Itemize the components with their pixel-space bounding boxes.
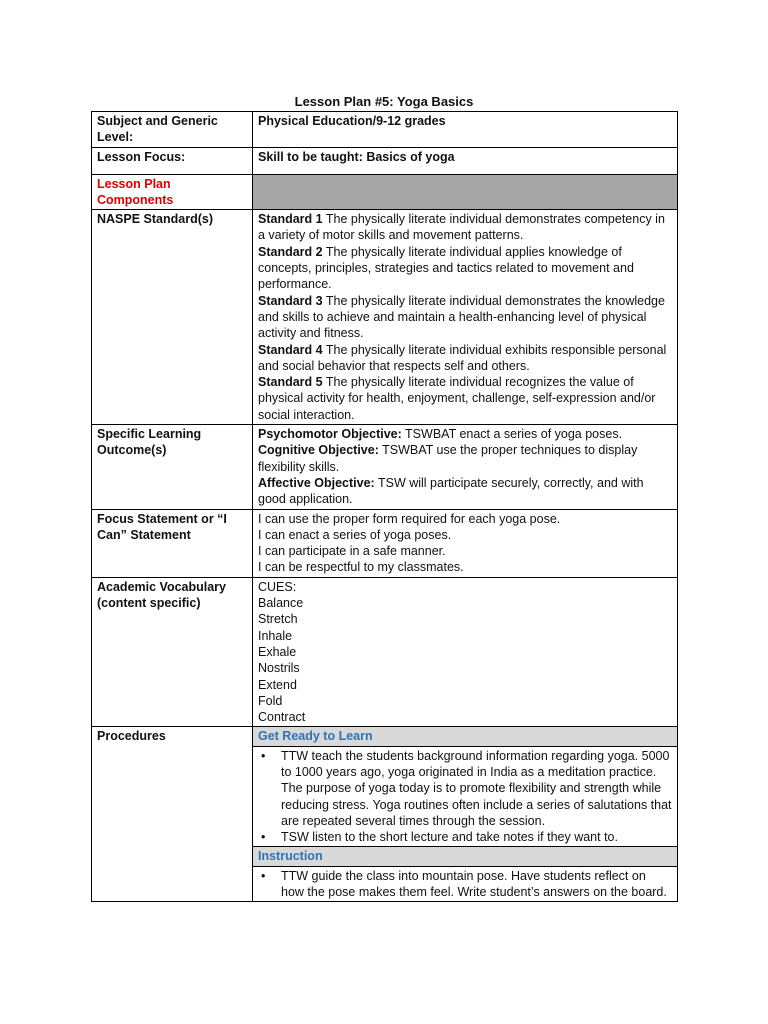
standard-item: Standard 4 The physically literate individual exhibits responsible personal and social behavior that respects self and others. xyxy=(258,342,667,373)
list-item: • TTW teach the students background information regarding yoga. 5000 to 1000 years ago, yoga originated in India as a meditation practice. The purpose of yoga today is to promote flexibility and strength while reducing stress. Yoga routines often include a series of salutations that are repeated several times through the session. xyxy=(261,748,672,828)
naspe-standards-cell xyxy=(253,210,678,425)
vocab-word: Exhale xyxy=(258,644,297,659)
get-ready-bullets-cell xyxy=(253,746,678,847)
table-row xyxy=(92,147,678,174)
ican-line: I can participate in a safe manner. xyxy=(258,544,446,559)
outcomes-cell xyxy=(253,425,678,509)
bullet-list xyxy=(258,748,672,846)
table-row xyxy=(92,210,678,425)
objective-item: Affective Objective: TSW will participate securely, correctly, and with good application. xyxy=(258,475,644,507)
standard-item: Standard 3 The physically literate individual demonstrates the knowledge and skills to achieve and maintain a health-enhancing level of physical activity and fitness. xyxy=(258,293,665,341)
vocab-word: Contract xyxy=(258,710,306,725)
vocab-word: Balance xyxy=(258,596,304,611)
focus-value: Skill to be taught: Basics of yoga xyxy=(253,147,678,174)
objective-item: Psychomotor Objective: TSWBAT enact a series of yoga poses. xyxy=(258,427,623,442)
ican-cell xyxy=(253,509,678,577)
objective-item: Cognitive Objective: TSWBAT use the proper techniques to display flexibility skills. xyxy=(258,443,638,474)
section-heading-instruction: Instruction xyxy=(253,847,678,866)
ican-line: I can use the proper form required for each yoga pose. xyxy=(258,511,561,526)
ican-label: Focus Statement or “I Can” Statement xyxy=(92,509,253,577)
vocab-word: Fold xyxy=(258,693,283,708)
subject-value: Physical Education/9-12 grades xyxy=(253,112,678,148)
section-heading-get-ready: Get Ready to Learn xyxy=(253,727,678,746)
subject-label: Subject and Generic Level: xyxy=(92,112,253,148)
table-row xyxy=(92,112,678,148)
components-label: Lesson Plan Components xyxy=(92,174,253,210)
standard-item: Standard 5 The physically literate individual recognizes the value of physical activity for health, enjoyment, challenge, self-expression and/or social interaction. xyxy=(258,375,656,422)
table-row xyxy=(92,577,678,727)
page-title: Lesson Plan #5: Yoga Basics xyxy=(294,94,474,109)
table-row xyxy=(92,425,678,509)
components-shaded-cell xyxy=(253,174,678,210)
vocab-word: Extend xyxy=(258,677,297,692)
lesson-plan-table xyxy=(91,111,678,902)
procedures-label: Procedures xyxy=(92,727,253,902)
ican-line: I can enact a series of yoga poses. xyxy=(258,527,452,542)
bullet-list xyxy=(258,868,672,901)
list-item: • TSW listen to the short lecture and take notes if they want to. xyxy=(261,830,618,845)
outcomes-label: Specific Learning Outcome(s) xyxy=(92,425,253,509)
table-row xyxy=(92,174,678,210)
standard-item: Standard 1 The physically literate individual demonstrates competency in a variety of motor skills and movement patterns. xyxy=(258,212,665,243)
bullet-icon: • xyxy=(261,748,266,763)
vocab-word: Inhale xyxy=(258,628,293,643)
ican-line: I can be respectful to my classmates. xyxy=(258,560,464,575)
vocab-word: Stretch xyxy=(258,612,298,627)
instruction-bullets-cell xyxy=(253,866,678,902)
standard-item: Standard 2 The physically literate individual applies knowledge of concepts, principles, strategies and tactics related to movement and performance. xyxy=(258,244,634,292)
bullet-icon: • xyxy=(261,868,266,883)
table-row xyxy=(92,727,678,746)
vocab-word: CUES: xyxy=(258,579,297,594)
list-item: • TTW guide the class into mountain pose. Have students reflect on how the pose makes them feel. Write student’s answers on the board. xyxy=(261,868,667,900)
vocab-label: Academic Vocabulary (content specific) xyxy=(92,577,253,727)
vocab-word: Nostrils xyxy=(258,661,300,676)
bullet-icon: • xyxy=(261,830,266,845)
focus-label: Lesson Focus: xyxy=(92,147,253,174)
naspe-label: NASPE Standard(s) xyxy=(92,210,253,425)
vocab-cell xyxy=(253,577,678,727)
table-row xyxy=(92,509,678,577)
